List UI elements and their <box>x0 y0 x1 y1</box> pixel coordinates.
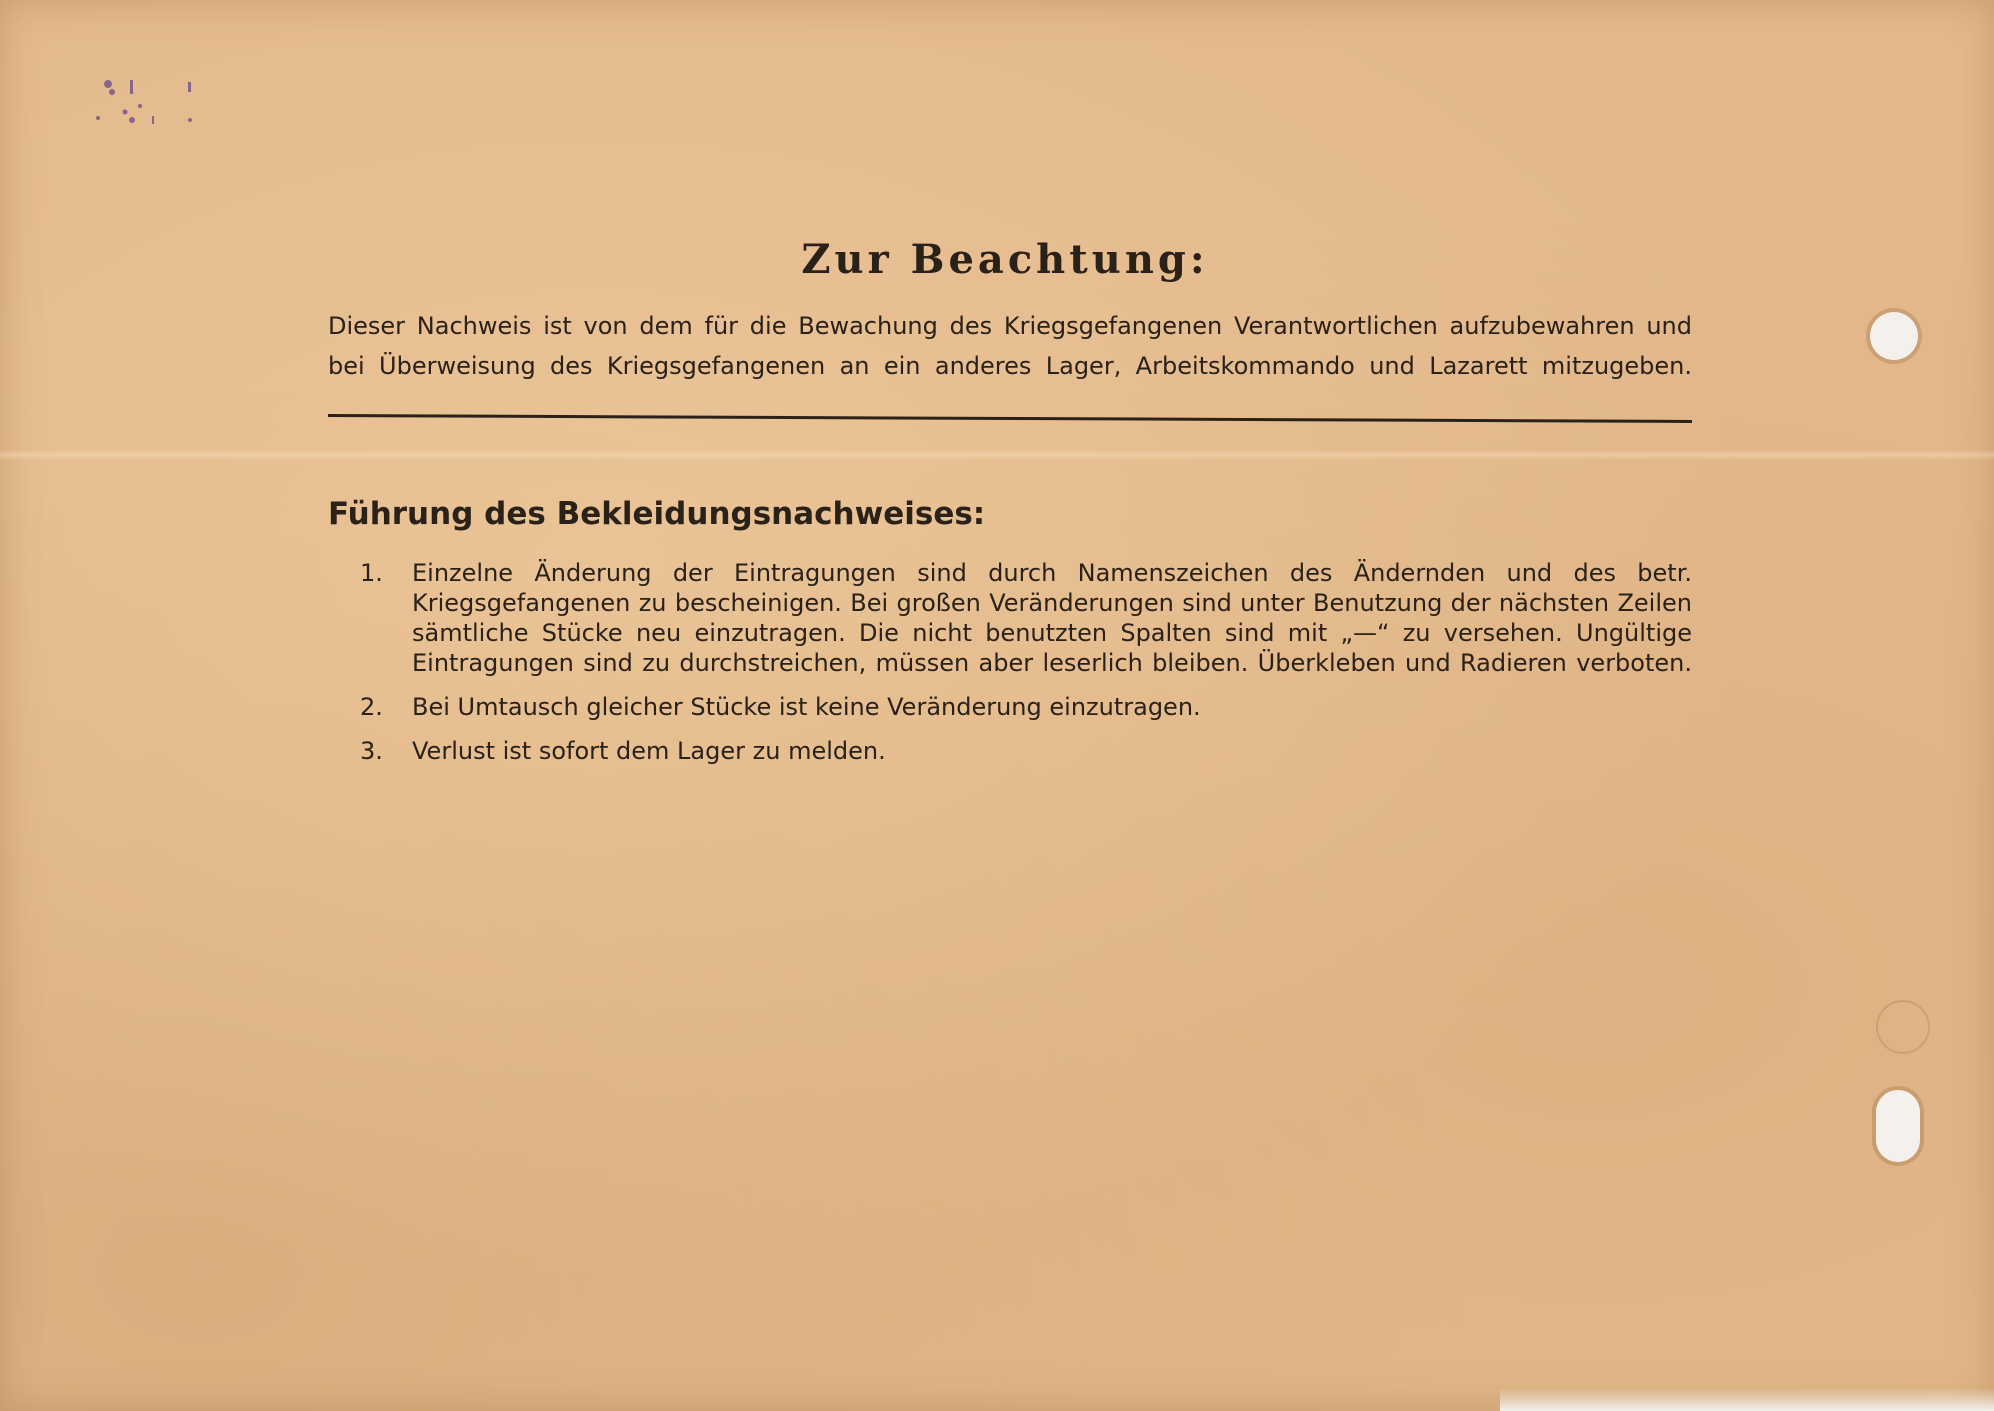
intro-line: Dieser Nachweis ist von dem für die Bewachung des Kriegsgefangenen Verantwortlichen aufzubewahren und <box>328 312 1692 340</box>
intro-line: bei Überweisung des Kriegsgefangenen an ein anderes Lager, Arbeitskommando und Lazarett mitzugeben. <box>328 352 1692 380</box>
rule-item <box>360 736 1692 766</box>
rule-number: 1. <box>360 559 383 587</box>
punch-hole-top <box>1870 312 1918 360</box>
torn-edge <box>1500 1388 1994 1411</box>
intro-paragraph <box>328 306 1692 386</box>
divider-rule <box>328 414 1692 423</box>
document-title: Zur Beachtung: <box>801 236 1209 283</box>
rule-number: 2. <box>360 693 383 721</box>
stamp-fragment <box>70 70 200 140</box>
punch-hole-impression <box>1876 1000 1930 1054</box>
rule-text: Verlust ist sofort dem Lager zu melden. <box>412 737 886 765</box>
fold-crease <box>0 450 1994 460</box>
rule-item <box>360 692 1692 722</box>
rules-list <box>360 558 1692 780</box>
rule-item <box>360 558 1692 678</box>
section-heading: Führung des Bekleidungsnachweises: <box>328 496 986 532</box>
rule-text: Einzelne Änderung der Eintragungen sind durch Namenszeichen des Ändernden und des betr. Kriegsgefangenen zu bescheinigen. Bei großen Veränderungen sind unter Benutzung der nächsten Zeilen sämtliche Stücke neu einzutragen. Die nicht benutzten Spalten sind mit „—“ zu versehen. Ungültige Eintragungen sind zu durchstreichen, müssen aber leserlich bleiben. Überkleben und Radieren verboten. <box>412 559 1692 677</box>
rule-number: 3. <box>360 737 383 765</box>
punch-hole-bottom <box>1876 1090 1920 1162</box>
rule-text: Bei Umtausch gleicher Stücke ist keine Veränderung einzutragen. <box>412 693 1201 721</box>
